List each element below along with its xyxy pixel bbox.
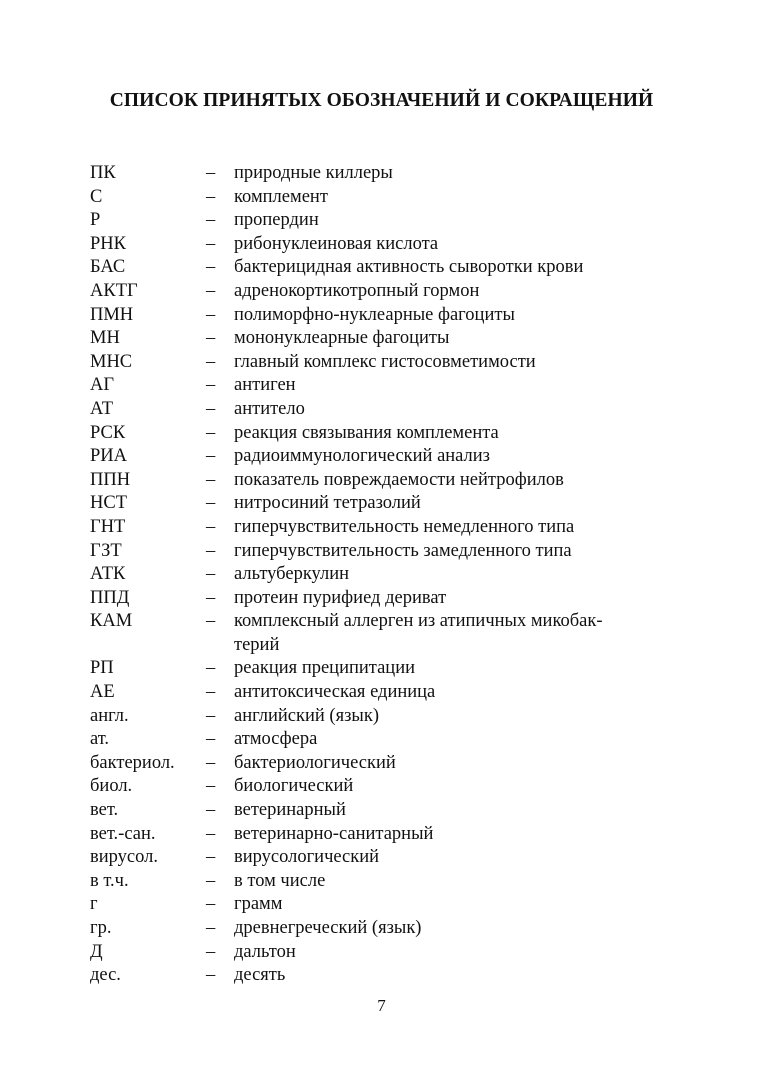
abbreviation-term: РП	[90, 658, 114, 679]
abbreviation-dash: –	[206, 210, 216, 231]
abbreviation-meaning: комплексный аллерген из атипичных микобак- терий	[234, 611, 603, 655]
abbreviation-meaning: антиген	[234, 375, 296, 396]
abbreviation-term: ат.	[90, 729, 110, 750]
abbreviation-dash: –	[206, 516, 216, 537]
abbreviation-meaning: биологический	[234, 776, 354, 797]
abbreviation-term: РСК	[90, 422, 126, 443]
abbreviation-meaning: нитросиний тетразолий	[234, 493, 421, 514]
abbreviation-dash: –	[206, 752, 216, 773]
abbreviation-meaning: английский (язык)	[234, 705, 379, 726]
abbreviation-term: АЕ	[90, 682, 115, 703]
abbreviation-dash: –	[206, 375, 216, 396]
abbreviation-meaning: главный комплекс гистосовметимости	[234, 351, 536, 372]
abbreviation-row	[90, 304, 690, 328]
abbreviation-row	[90, 705, 690, 729]
abbreviation-row	[90, 964, 690, 988]
abbreviation-term: вирусол.	[90, 847, 158, 868]
abbreviation-dash: –	[206, 729, 216, 750]
abbreviation-term: РИА	[90, 446, 128, 467]
abbreviation-meaning: радиоиммунологический анализ	[234, 446, 490, 467]
abbreviation-dash: –	[206, 965, 216, 986]
abbreviation-row	[90, 327, 690, 351]
abbreviation-meaning: адренокортикотропный гормон	[234, 280, 480, 301]
abbreviation-row	[90, 256, 690, 280]
abbreviation-row	[90, 351, 690, 375]
abbreviation-meaning: реакция преципитации	[234, 658, 416, 679]
abbreviation-term: ПК	[90, 163, 116, 183]
abbreviation-meaning: древнегреческий (язык)	[234, 918, 422, 938]
abbreviation-term: в т.ч.	[90, 870, 129, 891]
abbreviation-term: НСТ	[90, 493, 127, 514]
abbreviation-meaning: гиперчувствительность немедленного типа	[234, 516, 575, 537]
abbreviation-term: ГЗТ	[90, 540, 122, 561]
abbreviation-meaning: рибонуклеиновая кислота	[234, 233, 439, 254]
abbreviation-dash: –	[206, 941, 216, 962]
abbreviation-row	[90, 162, 690, 186]
abbreviation-row	[90, 893, 690, 917]
abbreviation-row	[90, 775, 690, 799]
abbreviation-meaning: гиперчувствительность замедленного типа	[234, 540, 572, 561]
abbreviation-row	[90, 681, 690, 705]
abbreviation-term: ПМН	[90, 304, 134, 325]
abbreviation-meaning: атмосфера	[234, 729, 318, 750]
abbreviation-term: РНК	[90, 233, 126, 254]
abbreviation-term: вет.-сан.	[90, 823, 156, 844]
abbreviation-dash: –	[206, 587, 216, 608]
abbreviation-row	[90, 445, 690, 469]
abbreviation-meaning: полиморфно-нуклеарные фагоциты	[234, 304, 515, 325]
abbreviation-dash: –	[206, 705, 216, 726]
abbreviation-dash: –	[206, 564, 216, 585]
abbreviation-meaning: вирусологический	[234, 847, 380, 868]
abbreviation-dash: –	[206, 776, 216, 797]
abbreviation-term: биол.	[90, 776, 133, 797]
abbreviation-row	[90, 469, 690, 493]
abbreviation-row	[90, 799, 690, 823]
abbreviation-meaning: протеин пурифиед дериват	[234, 587, 447, 608]
abbreviation-row	[90, 917, 690, 941]
abbreviation-meaning: мононуклеарные фагоциты	[234, 328, 450, 349]
abbreviation-term: бактериол.	[90, 752, 175, 773]
abbreviation-dash: –	[206, 823, 216, 844]
abbreviation-meaning: пропердин	[234, 210, 319, 231]
page-title: СПИСОК ПРИНЯТЫХ ОБОЗНАЧЕНИЙ И СОКРАЩЕНИЙ	[109, 90, 654, 111]
abbreviation-dash: –	[206, 446, 216, 467]
abbreviation-meaning: реакция связывания комплемента	[234, 422, 499, 443]
abbreviation-row	[90, 492, 690, 516]
abbreviation-dash: –	[206, 328, 216, 349]
abbreviation-dash: –	[206, 894, 216, 915]
abbreviation-term: г	[90, 894, 98, 915]
abbreviation-dash: –	[206, 304, 216, 325]
abbreviation-term: Р	[90, 210, 101, 231]
abbreviation-term: гр.	[90, 918, 112, 938]
abbreviation-term: АТК	[90, 564, 126, 585]
abbreviation-row	[90, 846, 690, 870]
abbreviation-dash: –	[206, 800, 216, 821]
abbreviation-term: ППН	[90, 469, 131, 490]
abbreviation-dash: –	[206, 870, 216, 891]
abbreviation-row	[90, 752, 690, 776]
abbreviation-term: ППД	[90, 587, 130, 608]
abbreviation-term: АКТГ	[90, 280, 138, 301]
abbreviation-row	[90, 398, 690, 422]
abbreviation-dash: –	[206, 186, 216, 207]
abbreviation-meaning: антитело	[234, 398, 305, 419]
abbreviation-dash: –	[206, 233, 216, 254]
abbreviation-row	[90, 728, 690, 752]
abbreviation-dash: –	[206, 163, 216, 183]
abbreviation-meaning: антитоксическая единица	[234, 682, 436, 703]
abbreviation-meaning: грамм	[234, 894, 283, 915]
abbreviation-meaning: показатель повреждаемости нейтрофилов	[234, 469, 564, 490]
abbreviation-row	[90, 374, 690, 398]
abbreviation-term: дес.	[90, 965, 121, 986]
abbreviation-row	[90, 870, 690, 894]
abbreviation-row	[90, 540, 690, 564]
abbreviation-dash: –	[206, 469, 216, 490]
abbreviation-dash: –	[206, 257, 216, 278]
abbreviation-meaning: дальтон	[234, 941, 296, 962]
abbreviation-term: МН	[90, 328, 120, 349]
abbreviation-dash: –	[206, 918, 216, 938]
abbreviation-term: КАМ	[90, 611, 133, 632]
abbreviation-meaning: ветеринарно-санитарный	[234, 823, 434, 844]
abbreviation-meaning: в том числе	[234, 870, 326, 891]
abbreviation-term: С	[90, 186, 103, 207]
abbreviation-dash: –	[206, 351, 216, 372]
abbreviation-term: Д	[90, 941, 103, 962]
abbreviation-row	[90, 941, 690, 965]
abbreviation-dash: –	[206, 398, 216, 419]
abbreviation-dash: –	[206, 611, 216, 632]
abbreviation-row	[90, 610, 690, 657]
abbreviation-row	[90, 233, 690, 257]
abbreviation-meaning: ветеринарный	[234, 800, 346, 821]
abbreviation-term: англ.	[90, 705, 129, 726]
abbreviation-dash: –	[206, 658, 216, 679]
abbreviation-meaning: бактерицидная активность сыворотки крови	[234, 257, 584, 278]
abbreviation-meaning: природные киллеры	[234, 163, 393, 183]
abbreviation-dash: –	[206, 682, 216, 703]
abbreviation-term: ГНТ	[90, 516, 126, 537]
abbreviation-row	[90, 823, 690, 847]
abbreviation-dash: –	[206, 493, 216, 514]
abbreviation-row	[90, 587, 690, 611]
abbreviation-dash: –	[206, 847, 216, 868]
abbreviation-list	[90, 162, 690, 988]
abbreviation-row	[90, 516, 690, 540]
abbreviation-row	[90, 563, 690, 587]
abbreviation-row	[90, 280, 690, 304]
abbreviation-term: вет.	[90, 800, 119, 821]
abbreviation-term: БАС	[90, 257, 126, 278]
page-number: 7	[377, 996, 386, 1015]
abbreviation-meaning: бактериологический	[234, 752, 396, 773]
abbreviation-dash: –	[206, 280, 216, 301]
abbreviation-meaning: комплемент	[234, 186, 328, 207]
abbreviation-dash: –	[206, 422, 216, 443]
abbreviation-meaning: десять	[234, 965, 286, 986]
abbreviation-term: АГ	[90, 375, 115, 396]
abbreviation-row	[90, 422, 690, 446]
abbreviation-term: МНС	[90, 351, 133, 372]
abbreviation-dash: –	[206, 540, 216, 561]
abbreviation-term: АТ	[90, 398, 114, 419]
abbreviation-meaning: альтуберкулин	[234, 564, 350, 585]
abbreviation-row	[90, 209, 690, 233]
abbreviation-row	[90, 657, 690, 681]
abbreviation-row	[90, 186, 690, 210]
